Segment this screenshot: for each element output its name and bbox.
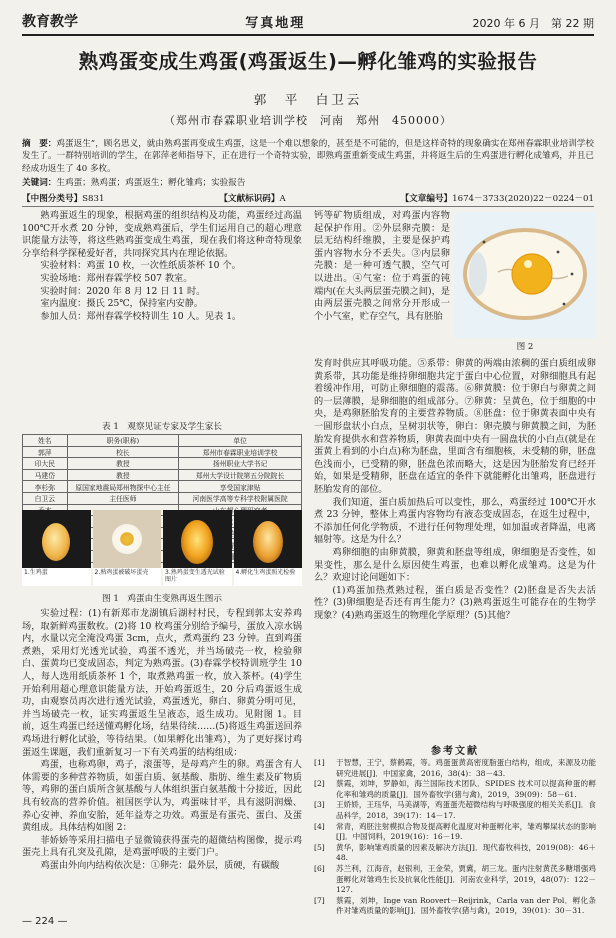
figure-1-caption: 图 1 鸡蛋由生变熟再返生图示 <box>102 594 222 604</box>
section-label: 教育教学 <box>22 14 78 30</box>
body-paragraph: 实验材料：鸡蛋 10 枚，一次性纸质茶杯 10 个。 <box>40 260 241 272</box>
egg-image <box>181 520 213 564</box>
body-paragraph: 鸡蛋由外向内结构依次是：①卵壳：最外层，质硬，有碳酸 <box>40 859 280 871</box>
body-paragraph: 参加人员：郑州春霖学校特训生 10 人。见表 1。 <box>40 310 242 322</box>
table-cell: 李杉弥 <box>23 481 68 493</box>
issue-info: 2020 年 6 月 第 22 期 <box>472 17 594 30</box>
clc-code: 【中图分类号】S831 <box>22 194 105 204</box>
reference-item <box>314 864 596 896</box>
germinal-disc <box>524 260 532 268</box>
table-header-row <box>23 435 302 447</box>
photo-caption: 2.熟鸡蛋被破坏蛋壳 <box>93 568 162 586</box>
table-cell: 校长 <box>67 446 179 458</box>
body-paragraph: 实验过程：(1)有新郑市龙湖镇后湖村村民，专程到郭太安养鸡场，取新鲜鸡蛋数枚。(2)将 10 枚鸡蛋分别给予编号，蛋放入凉水锅内，水量以完全淹没鸡蛋 3cm，点火，煮鸡蛋约 23 分钟。直到鸡蛋煮熟，采用灯光透光试验，鸡蛋不透光，并当场破壳一枚，检验卵白、蛋黄均已变成固态，判定为熟鸡蛋。(3)春霖学校特训班学生 10 人，每人选用纸质茶杯 1 个，取煮熟鸡蛋一枚，放入茶杯。(4)学生开始利用超心理意识能量方法，开始鸡蛋返生，20 分后鸡蛋返生成功，由观察员再次进行透光试验，鸡蛋透光，卵白、卵黄分明可见，并当场破壳一枚，证实鸡蛋返生呈液态，返生成功。见附图 1。目前，返生鸡蛋已经送懂鸡孵化场，结果待续……(5)将返生鸡蛋送回养鸡场进行孵化试验，等待结果。（如果孵化出雏鸡），为了更好探讨鸡蛋返生课题，我们重新复习一下有关鸡蛋的结构组成： <box>22 608 302 758</box>
table-cell: 马建岱 <box>23 469 68 481</box>
table-row <box>23 458 302 470</box>
table-cell: 主任医师 <box>67 492 179 504</box>
article-title: 熟鸡蛋变成生鸡蛋(鸡蛋返生)—孵化雏鸡的实验报告 <box>78 50 538 73</box>
label-dot <box>563 303 566 306</box>
body-paragraph: 熟鸡蛋返生的现象，根据鸡蛋的组织结构及功能，鸡蛋经过高温 100℃开水煮 20 分钟，变成熟鸡蛋后，学生们运用自己的超心理意识能量方法等，将这些熟鸡蛋变成生鸡蛋，现在我们将这种奇特现象分享给科学探秘爱好者，共同探究其内在理论依据。 <box>22 210 302 259</box>
air-cell <box>469 252 487 296</box>
author-affiliation: （郑州市春霖职业培训学校 河南 郑州 450000） <box>164 114 452 127</box>
egg-image <box>253 521 283 563</box>
body-paragraph: 钙等矿物质组成，对鸡蛋内容物起保护作用。②外层卵壳膜：是层无结构纤维膜，主要是保护鸡蛋内容物水分不丢失。③内层卵壳膜：是一种可透气膜，空气可以进出。④气室：位于鸡蛋的钝端内(在大头两层蛋壳膜之间)，是由两层蛋壳膜之间常分开形成一个小气室，贮存空气，具有胚胎 <box>314 210 450 322</box>
body-paragraph: (1)鸡蛋加热煮熟过程，蛋白质是否变性？(2)胚盘是否失去活性？(3)卵细胞是否还有再生能力？(3)熟鸡蛋返生可能存在的生物学现象？(4)熟鸡蛋返生的物理化学原理？(5)其他？ <box>314 584 596 621</box>
photo-caption: 4.孵化生鸡蛋照光检验 <box>234 568 303 586</box>
abstract-label: 摘 要： <box>22 139 57 149</box>
reference-number: [2] <box>314 779 325 789</box>
label-dot <box>483 241 486 244</box>
table-header-cell: 姓名 <box>23 435 68 447</box>
reference-number: [6] <box>314 863 325 873</box>
keywords-label: 关键词： <box>22 178 57 188</box>
body-paragraph: 实验时间：2020 年 8 月 12 日 11 时。 <box>40 285 206 297</box>
abstract-text: 鸡蛋返生”，顾名思义，就由熟鸡蛋再变成生鸡蛋，这是一个难以想象的，甚至是不可能的，但是这样奇特的现象确实在郑州春霖职业培训学校发生了。一群特别培训的学生，在郭萍老师指导下，正在进行一个奇特实验，即熟鸡蛋重新变成生鸡蛋，并将返生后的生鸡蛋进行孵化成雏鸡，并且已经成功返生了 40 多枚。 <box>22 139 594 174</box>
label-dot <box>557 251 560 254</box>
reference-item <box>314 779 596 800</box>
reference-text: 苏兰利，江海音，赵银利，王金荣，贾冀，胡三龙。蛋内注射黄芪多糖增强鸡蛋孵化对雏鸡生长及抗氧化性能[J]．河南农业科学，2019，48(07)：122－127. <box>336 863 596 895</box>
egg-structure-diagram <box>454 212 596 338</box>
keywords-text: 生鸡蛋；熟鸡蛋；鸡蛋返生；孵化雏鸡；实验报告 <box>56 178 246 188</box>
reference-text: 王娇娇，王珏华，马美湖等，鸡蛋蛋壳超微结构与呼吸强度的相关关系[J]．食品科学，2018，39(17)：14－17. <box>336 800 596 820</box>
label-dot <box>571 273 574 276</box>
reference-text: 黄华，影响雏鸡质量的因素及解决方法[J]．现代畜牧科技，2019(08)：46＋48. <box>336 842 596 863</box>
article-authors: 郭 平 白卫云 <box>253 92 363 107</box>
reference-number: [3] <box>314 800 325 810</box>
reference-text: 蔡霞，刘坤，罗静如，海兰国际技术团队．SPIDES 技术可以提高种蛋的孵化率和雏鸡的质量[J]．国外畜牧学(猪与禽)，2019，39(09)：58－61. <box>336 779 596 799</box>
photo-light-test <box>163 510 232 586</box>
reference-text: 于智慧，王宁，蔡鹤霞，等。鸡蛋蛋黄高密度脂蛋白结构，组成，来源及功能研究进展[J]．中国家禽，2016，38(4)：38－43. <box>336 758 596 778</box>
table-row <box>23 492 302 504</box>
table-cell: 教授 <box>67 469 179 481</box>
photo-raw-egg <box>22 510 91 586</box>
figure-2-caption: 图 2 <box>516 342 534 352</box>
table-cell: 白卫云 <box>23 492 68 504</box>
table-row <box>23 469 302 481</box>
photo-caption: 1.生鸡蛋 <box>22 568 91 586</box>
page-number: — 224 — <box>22 916 68 927</box>
table-row <box>23 481 302 493</box>
body-paragraph: 室内温度：摄氏 25℃，保持室内安静。 <box>40 298 204 310</box>
references-list <box>314 758 596 918</box>
table-cell: 教授 <box>67 458 179 470</box>
table-header-cell: 单位 <box>179 435 302 447</box>
table-cell: 郑州大学设计院第五分院院长 <box>179 469 302 481</box>
table-cell: 原国家地震局郑州物探中心主任 <box>67 481 179 493</box>
table-header-cell: 职务(职称) <box>67 435 179 447</box>
running-head <box>22 10 594 36</box>
photo-caption: 3.熟鸡蛋变生透光试验图片 <box>163 568 232 586</box>
table-cell: 河南医学高等专科学校附属医院 <box>179 492 302 504</box>
keywords <box>22 176 594 188</box>
reference-number: [5] <box>314 842 325 852</box>
figure-1-photos <box>22 510 302 586</box>
journal-name: 写真地理 <box>245 16 306 31</box>
doc-code: 【文献标识码】A <box>219 194 286 204</box>
right-column-body <box>314 358 596 738</box>
right-column-top <box>314 210 450 356</box>
references-heading: 参考文献 <box>431 746 479 757</box>
table-cell: 印大民 <box>23 458 68 470</box>
reference-number: [1] <box>314 758 325 767</box>
egg-yolk <box>512 254 552 294</box>
article-code: 【文章编号】1674－3733(2020)22－0224－01 <box>400 194 594 204</box>
table-cell: 扬州职业大学书记 <box>179 458 302 470</box>
left-column-intro <box>22 210 302 418</box>
photo-cooked-egg-broken <box>93 510 162 586</box>
left-column-body <box>22 608 302 898</box>
table-row <box>23 446 302 458</box>
reference-text: 常青，鸡胚注射模拟合物及提高孵化温度对种蛋孵化率，雏鸡攀屎状态的影响[J]．中国饲料，2019(16)：16－19. <box>336 821 596 842</box>
reference-number: [7] <box>314 895 325 905</box>
abstract <box>22 138 594 175</box>
reference-item <box>314 822 596 843</box>
reference-number: [4] <box>314 821 325 831</box>
body-paragraph: 鸡卵细胞的由卵黄膜，卵黄和胚盘等组成，卵细胞是否变性，如果变性，那么是什么原因使生鸡蛋，也难以孵化成雏鸡。这是为什么？欢迎讨论问题如下： <box>314 546 596 584</box>
reference-text: 蔡霞，刘坤，Inge van Roovert－Reijrink，Carla van der Pol．孵化条件对雏鸡质量的影响[J]．国外畜牧学(猪与禽)，2019，39(01)：30－31. <box>336 895 596 916</box>
body-paragraph: 菲娇娇等采用扫描电子显微镜获得蛋壳的超微结构图像，提示鸡蛋壳上具有孔突及孔隙，是鸡蛋呼吸的主要门户。 <box>22 834 302 859</box>
body-paragraph: 鸡蛋，也称鸡卵，鸡子，滚蛋等，是母鸡产生的卵。鸡蛋含有人体需要的多种营养物质，如蛋白质、氨基酸、脂肪、维生素及矿物质等，鸡卵的蛋白质所含氨基酸与人体组织蛋白氨基酸十分接近，因此具有较高的营养价值。祖国医学认为，鸡蛋味甘平，具有滋阴润燥、养心安神、养血安胎，延年益寿之功效。鸡蛋是有蛋壳、蛋白、及蛋黄组成。具体结构如图 2： <box>22 759 302 834</box>
table-cell: 郭萍 <box>23 446 68 458</box>
reference-item <box>314 843 596 864</box>
classification-codes <box>22 192 594 207</box>
body-paragraph: 实验场地：郑州春霖学校 507 教室。 <box>40 272 193 284</box>
egg-image <box>112 524 142 554</box>
table-caption: 表 1 观察见证专家及学生家长 <box>102 422 222 432</box>
body-paragraph: 我们知道，蛋白质加热后可以变性，那么，鸡蛋经过 100℃开水煮 23 分钟，整体上鸡蛋内容物均有液态变成固态，在返生过程中，不添加任何化学物质，不进行任何物理处理，如加温或者降温，电离辐射等。这是为什么？ <box>314 496 596 546</box>
table-cell: 享受国家津贴 <box>179 481 302 493</box>
reference-item <box>314 800 596 821</box>
table-cell: 郑州市春霖职业培训学校 <box>179 446 302 458</box>
reference-item <box>314 758 596 779</box>
photo-hatching-check <box>234 510 303 586</box>
egg-image <box>42 523 70 561</box>
reference-item <box>314 896 596 917</box>
body-paragraph: 发育时供应其呼吸功能。⑤系带：卵黄的两端由浓稠的蛋白质组成卵黄系带，其功能是维持卵细胞共定于蛋白中心位置，对卵细胞具有起着缓冲作用，可防止卵细胞的震荡。⑥卵黄膜：位于卵白与卵黄之间的一层薄膜，是卵细胞的组成部分。⑦卵黄：呈黄色，位于细胞的中央，是鸡卵胚胎发育的主要营养物质。⑧胚盘：位于卵黄表面中央有一圆形盘状小白点，呈树羽状等，卵白：卵壳膜与卵黄膜之间，为胚胎发育提供水和营养物质，卵黄表面中央有一圆盘状的小白点(就是在蛋黄上看到的小白点)称为胚盘，里面含有细胞核，未受精的卵，胚盘色浅而小，已受精的卵，胚盘色浓而略大，这是因为胚胎发育已经开始，如果是受精卵，胚盘在适宜的条件下就能孵化出雏鸡，胚盘进行胚胎发育的部位。 <box>314 358 596 495</box>
figure-2-egg-structure <box>454 212 596 338</box>
